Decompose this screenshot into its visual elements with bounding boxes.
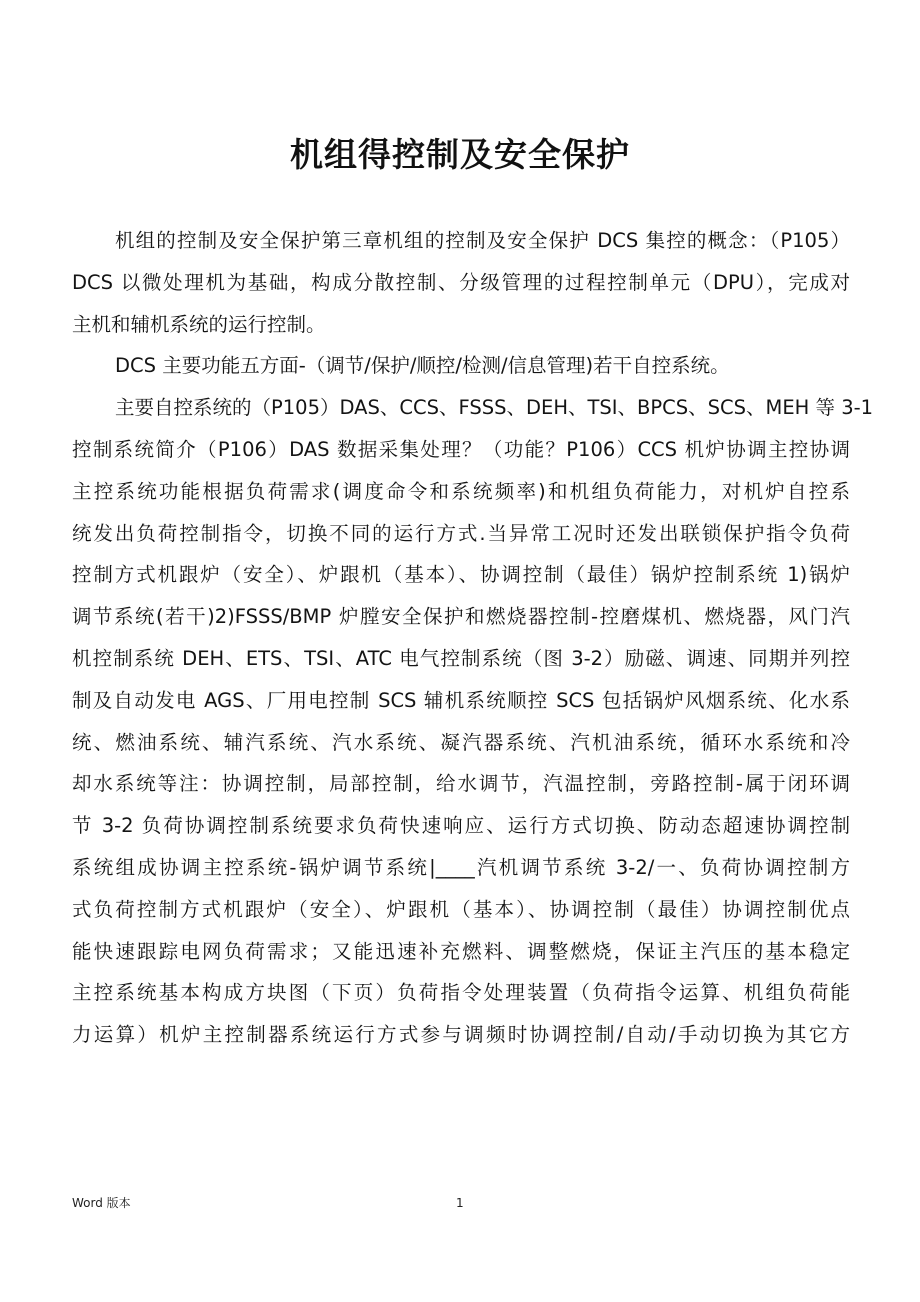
paragraph bbox=[72, 387, 874, 1056]
footer-label: Word 版本 bbox=[72, 1196, 131, 1210]
paragraph bbox=[72, 345, 850, 387]
text-line: 主机和辅机系统的运行控制。 bbox=[72, 312, 326, 336]
text-line: 主要自控系统的（P105）DAS、CCS、FSSS、DEH、TSI、BPCS、SCS、MEH 等 3-1 bbox=[115, 396, 874, 420]
text-line: 机组的控制及安全保护第三章机组的控制及安全保护 DCS 集控的概念：（P105） bbox=[115, 229, 850, 252]
text-line: 却水系统等注：协调控制，局部控制，给水调节，汽温控制，旁路控制-属于闭环调 bbox=[72, 772, 850, 796]
document-title: 机组得控制及安全保护 bbox=[290, 135, 630, 174]
text-line: 系统组成协调主控系统-锅炉调节系统|____汽机调节系统 3-2/一、负荷协调控制方 bbox=[72, 855, 850, 879]
text-line: 统、燃油系统、辅汽系统、汽水系统、凝汽器系统、汽机油系统，循环水系统和冷 bbox=[72, 730, 850, 754]
text-line: 统发出负荷控制指令，切换不同的运行方式.当异常工况时还发出联锁保护指令负荷 bbox=[72, 521, 850, 545]
text-line: 节 3-2 负荷协调控制系统要求负荷快速响应、运行方式切换、防动态超速协调控制 bbox=[72, 814, 850, 838]
text-line: 控制方式机跟炉（安全）、炉跟机（基本）、协调控制（最佳）锅炉控制系统 1)锅炉 bbox=[72, 563, 850, 587]
text-line: 调节系统(若干)2)FSSS/BMP 炉膛安全保护和燃烧器控制-控磨煤机、燃烧器，风门汽 bbox=[72, 605, 850, 629]
document-body bbox=[72, 220, 874, 1056]
page-footer bbox=[72, 1193, 850, 1213]
text-line: 能快速跟踪电网负荷需求；又能迅速补充燃料、调整燃烧，保证主汽压的基本稳定 bbox=[72, 939, 850, 963]
text-line: 主控系统功能根据负荷需求(调度命令和系统频率)和机组负荷能力，对机炉自控系 bbox=[72, 479, 850, 503]
text-line: 控制系统简介（P106）DAS 数据采集处理？（功能？P106）CCS 机炉协调主控协调 bbox=[72, 437, 850, 461]
text-line: 制及自动发电 AGS、厂用电控制 SCS 辅机系统顺控 SCS 包括锅炉风烟系统、化水系 bbox=[72, 688, 850, 712]
text-line: DCS 以微处理机为基础，构成分散控制、分级管理的过程控制单元（DPU），完成对 bbox=[72, 270, 850, 294]
text-line: 机控制系统 DEH、ETS、TSI、ATC 电气控制系统（图 3-2）励磁、调速、同期并列控 bbox=[72, 646, 850, 670]
text-line: 式负荷控制方式机跟炉（安全）、炉跟机（基本）、协调控制（最佳）协调控制优点 bbox=[72, 897, 850, 921]
text-line: 力运算）机炉主控制器系统运行方式参与调频时协调控制/自动/手动切换为其它方 bbox=[72, 1023, 850, 1047]
text-line: 主控系统基本构成方块图（下页）负荷指令处理装置（负荷指令运算、机组负荷能 bbox=[72, 981, 850, 1005]
paragraph bbox=[72, 220, 850, 345]
page-number: 1 bbox=[456, 1196, 464, 1210]
text-line: DCS 主要功能五方面-（调节/保护/顺控/检测/信息管理)若干自控系统。 bbox=[115, 354, 730, 378]
